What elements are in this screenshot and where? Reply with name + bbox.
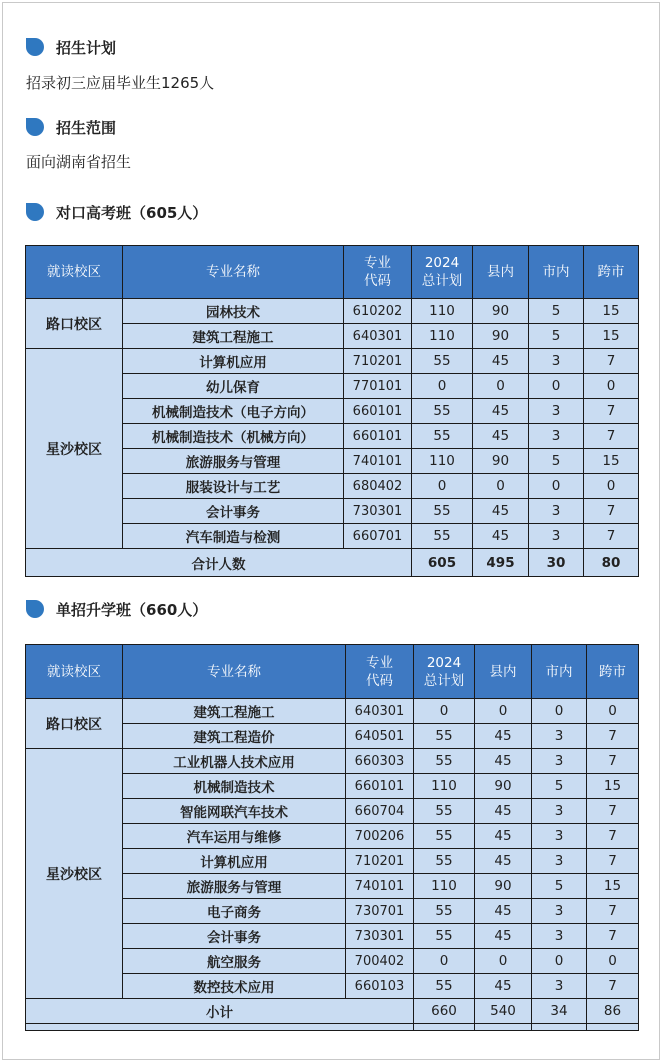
county-cell: 45 [475,974,532,999]
drop-bullet-icon [26,600,44,618]
county-cell: 45 [475,749,532,774]
city-cell: 0 [529,374,584,399]
major-cell: 园林技术 [123,299,344,324]
cross-cell: 7 [587,824,639,849]
drop-bullet-icon [26,203,44,221]
cross-cell: 15 [584,299,639,324]
plan-cell: 55 [414,749,475,774]
cross-cell: 7 [587,974,639,999]
county-cell: 0 [473,474,529,499]
city-cell: 0 [532,699,587,724]
header-code: 专业 代码 [344,246,412,299]
header-county: 县内 [475,645,532,699]
major-cell: 建筑工程造价 [123,724,346,749]
major-cell: 建筑工程施工 [123,324,344,349]
table-header-row [26,246,639,299]
cross-cell: 7 [587,749,639,774]
city-cell: 3 [529,349,584,374]
city-cell: 3 [532,724,587,749]
county-cell: 90 [475,774,532,799]
county-cell: 45 [473,349,529,374]
plan-cell: 55 [414,824,475,849]
city-cell: 3 [532,824,587,849]
major-cell: 机械制造技术（机械方向） [123,424,344,449]
cross-cell: 7 [584,349,639,374]
city-cell: 3 [529,499,584,524]
cross-cell: 7 [584,424,639,449]
city-cell: 5 [529,299,584,324]
table-row [26,749,639,774]
plan-cell: 55 [412,349,473,374]
city-cell: 5 [532,874,587,899]
cross-cell: 0 [587,949,639,974]
major-cell: 汽车运用与维修 [123,824,346,849]
header-plan: 2024 总计划 [412,246,473,299]
code-cell: 660303 [346,749,414,774]
code-cell: 740101 [344,449,412,474]
code-cell: 740101 [346,874,414,899]
strip-cell [26,1024,414,1031]
plan-cell: 0 [414,699,475,724]
major-cell: 服装设计与工艺 [123,474,344,499]
code-cell: 700206 [346,824,414,849]
section-title: 单招升学班（660人） [56,600,208,619]
code-cell: 660101 [344,399,412,424]
table-single-recruit [25,644,639,1031]
city-cell: 3 [532,749,587,774]
subtotal-cross: 86 [587,999,639,1024]
plan-cell: 55 [414,924,475,949]
drop-bullet-icon [26,118,44,136]
city-cell: 5 [529,449,584,474]
cross-cell: 0 [587,699,639,724]
county-cell: 45 [475,899,532,924]
plan-text: 招录初三应届毕业生1265人 [26,74,215,92]
plan-cell: 0 [414,949,475,974]
header-campus: 就读校区 [26,645,123,699]
major-cell: 机械制造技术（电子方向） [123,399,344,424]
major-cell: 工业机器人技术应用 [123,749,346,774]
cross-cell: 7 [587,724,639,749]
code-cell: 680402 [344,474,412,499]
county-cell: 90 [473,299,529,324]
section-heading-scope [26,116,116,138]
major-cell: 数控技术应用 [123,974,346,999]
city-cell: 3 [532,849,587,874]
subtotal-county: 540 [475,999,532,1024]
subtotal-plan: 660 [414,999,475,1024]
plan-cell: 55 [414,799,475,824]
section-heading-plan [26,36,116,58]
cross-cell: 15 [584,449,639,474]
cross-cell: 7 [584,499,639,524]
code-cell: 660101 [346,774,414,799]
subtotal-city: 34 [532,999,587,1024]
major-cell: 旅游服务与管理 [123,449,344,474]
table-bottom-strip [26,1024,639,1031]
county-cell: 45 [475,824,532,849]
county-cell: 45 [473,399,529,424]
header-major: 专业名称 [123,645,346,699]
county-cell: 45 [475,724,532,749]
plan-cell: 110 [414,874,475,899]
major-cell: 幼儿保育 [123,374,344,399]
major-cell: 航空服务 [123,949,346,974]
major-cell: 汽车制造与检测 [123,524,344,549]
city-cell: 3 [532,899,587,924]
code-cell: 730701 [346,899,414,924]
campus-cell: 星沙校区 [26,749,123,999]
table-row [26,349,639,374]
cross-cell: 7 [587,799,639,824]
header-major: 专业名称 [123,246,344,299]
total-label: 合计人数 [26,549,412,577]
section-title: 对口高考班（605人） [56,203,208,222]
city-cell: 3 [532,799,587,824]
major-cell: 机械制造技术 [123,774,346,799]
plan-cell: 55 [414,849,475,874]
plan-cell: 55 [412,499,473,524]
county-cell: 0 [475,949,532,974]
header-code: 专业 代码 [346,645,414,699]
code-cell: 640301 [344,324,412,349]
county-cell: 45 [473,424,529,449]
strip-cell [532,1024,587,1031]
major-cell: 建筑工程施工 [123,699,346,724]
city-cell: 3 [532,924,587,949]
header-cross: 跨市 [587,645,639,699]
section-title: 招生范围 [56,118,117,137]
code-cell: 660704 [346,799,414,824]
city-cell: 0 [532,949,587,974]
campus-cell: 路口校区 [26,699,123,749]
code-cell: 700402 [346,949,414,974]
section-heading-table1 [26,201,207,223]
total-county: 495 [473,549,529,577]
county-cell: 45 [473,499,529,524]
plan-cell: 55 [412,424,473,449]
header-cross: 跨市 [584,246,639,299]
city-cell: 0 [529,474,584,499]
drop-bullet-icon [26,38,44,56]
county-cell: 90 [473,449,529,474]
total-cross: 80 [584,549,639,577]
major-cell: 会计事务 [123,499,344,524]
code-cell: 710201 [344,349,412,374]
plan-cell: 55 [414,899,475,924]
cross-cell: 0 [584,474,639,499]
city-cell: 3 [529,524,584,549]
strip-cell [414,1024,475,1031]
city-cell: 3 [532,974,587,999]
header-city: 市内 [532,645,587,699]
plan-cell: 110 [414,774,475,799]
table-row [26,299,639,324]
section-title: 招生计划 [56,38,117,57]
header-city: 市内 [529,246,584,299]
cross-cell: 7 [587,899,639,924]
plan-cell: 110 [412,324,473,349]
county-cell: 0 [475,699,532,724]
section-heading-table2 [26,598,207,620]
cross-cell: 15 [587,874,639,899]
table-dual-exam [25,245,639,577]
county-cell: 45 [475,799,532,824]
city-cell: 5 [532,774,587,799]
table-row [26,699,639,724]
plan-cell: 0 [412,474,473,499]
city-cell: 5 [529,324,584,349]
total-row [26,549,639,577]
total-plan: 605 [412,549,473,577]
cross-cell: 7 [584,399,639,424]
campus-cell: 路口校区 [26,299,123,349]
code-cell: 730301 [346,924,414,949]
major-cell: 计算机应用 [123,349,344,374]
subtotal-row [26,999,639,1024]
major-cell: 智能网联汽车技术 [123,799,346,824]
city-cell: 3 [529,424,584,449]
code-cell: 770101 [344,374,412,399]
code-cell: 610202 [344,299,412,324]
county-cell: 45 [473,524,529,549]
plan-cell: 55 [412,524,473,549]
code-cell: 640301 [346,699,414,724]
code-cell: 660101 [344,424,412,449]
strip-cell [587,1024,639,1031]
plan-cell: 55 [412,399,473,424]
code-cell: 730301 [344,499,412,524]
major-cell: 旅游服务与管理 [123,874,346,899]
county-cell: 45 [475,924,532,949]
cross-cell: 0 [584,374,639,399]
cross-cell: 7 [584,524,639,549]
county-cell: 45 [475,849,532,874]
header-campus: 就读校区 [26,246,123,299]
scope-text: 面向湖南省招生 [26,153,132,171]
campus-cell: 星沙校区 [26,349,123,549]
plan-cell: 55 [414,974,475,999]
cross-cell: 7 [587,849,639,874]
code-cell: 710201 [346,849,414,874]
code-cell: 660701 [344,524,412,549]
major-cell: 会计事务 [123,924,346,949]
header-county: 县内 [473,246,529,299]
major-cell: 电子商务 [123,899,346,924]
major-cell: 计算机应用 [123,849,346,874]
county-cell: 90 [475,874,532,899]
strip-cell [475,1024,532,1031]
code-cell: 660103 [346,974,414,999]
county-cell: 0 [473,374,529,399]
plan-cell: 110 [412,299,473,324]
header-plan: 2024 总计划 [414,645,475,699]
code-cell: 640501 [346,724,414,749]
subtotal-label: 小计 [26,999,414,1024]
table-header-row [26,645,639,699]
city-cell: 3 [529,399,584,424]
cross-cell: 7 [587,924,639,949]
county-cell: 90 [473,324,529,349]
cross-cell: 15 [587,774,639,799]
plan-cell: 0 [412,374,473,399]
plan-cell: 55 [414,724,475,749]
plan-cell: 110 [412,449,473,474]
cross-cell: 15 [584,324,639,349]
total-city: 30 [529,549,584,577]
